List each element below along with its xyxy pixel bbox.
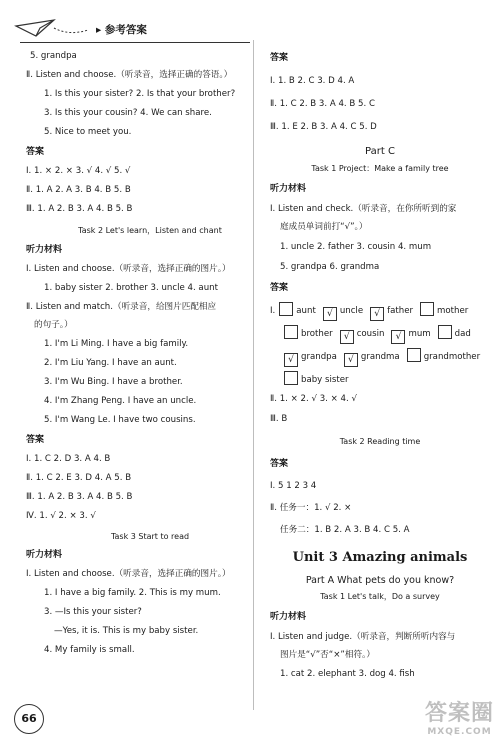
text-line: 5. I'm Wang Le. I have two cousins. — [44, 415, 196, 425]
checkbox: √ — [344, 353, 358, 367]
checkbox-item — [344, 351, 400, 367]
section-label: 答案 — [270, 459, 289, 469]
answer-line: Ⅰ. 1. × 2. × 3. √ 4. √ 5. √ — [26, 166, 131, 176]
text-line: Ⅱ. Listen and choose.（听录音，选择正确的答语。） — [26, 70, 233, 80]
text-line: Ⅰ. Listen and judge.（听录音，判断所听内容与 — [270, 632, 456, 642]
text-line: 1. Is this your sister? 2. Is that your brother? — [44, 89, 236, 99]
checkbox-item — [391, 328, 430, 344]
text-line: 1. baby sister 2. brother 3. uncle 4. aunt — [44, 283, 218, 293]
answer-line: Ⅰ. 1. B 2. C 3. D 4. A — [270, 76, 355, 86]
check-row — [270, 371, 490, 387]
checkbox-item — [370, 305, 413, 321]
check-row-prefix: Ⅰ. — [270, 306, 276, 316]
checkbox-item — [407, 348, 480, 363]
checkbox — [284, 325, 298, 339]
section-label: 听力材料 — [26, 245, 63, 255]
checkbox — [407, 348, 421, 362]
right-column — [270, 50, 490, 680]
section-label: 听力材料 — [270, 612, 307, 622]
text-line: 1. uncle 2. father 3. cousin 4. mum — [280, 242, 432, 252]
checkbox-label: grandmother — [423, 352, 481, 362]
text-line: 3. Is this your cousin? 4. We can share. — [44, 108, 212, 118]
checkbox — [284, 371, 298, 385]
checkbox-item — [438, 325, 471, 340]
answer-line: Ⅱ. 1. A 2. A 3. B 4. B 5. B — [26, 185, 131, 195]
part-heading: Part C — [365, 146, 395, 157]
checkbox — [420, 302, 434, 316]
check-row — [270, 302, 490, 318]
checkbox — [438, 325, 452, 339]
answer-line: Ⅰ. 1. C 2. D 3. A 4. B — [26, 454, 111, 464]
checkbox-label: grandma — [360, 352, 400, 362]
left-column — [26, 50, 266, 656]
answer-line: Ⅰ. 5 1 2 3 4 — [270, 481, 317, 491]
answer-line: 任务二：1. B 2. A 3. B 4. C 5. A — [280, 525, 410, 535]
answer-line: Ⅲ. 1. A 2. B 3. A 4. B 5. B — [26, 492, 133, 502]
text-line: 5. Nice to meet you. — [44, 127, 132, 137]
task-heading: Task 1 Project：Make a family tree — [311, 164, 449, 173]
answer-line: Ⅱ. 1. C 2. E 3. D 4. A 5. B — [26, 473, 132, 483]
text-line: —Yes, it is. This is my baby sister. — [54, 626, 199, 636]
text-line: 4. My family is small. — [44, 645, 135, 655]
text-line: 的句子。） — [34, 320, 73, 330]
check-row — [270, 348, 490, 364]
text-line: 1. cat 2. elephant 3. dog 4. fish — [280, 669, 415, 679]
answer-line: Ⅱ. 1. × 2. √ 3. × 4. √ — [270, 394, 357, 404]
task-heading: Task 2 Let's learn，Listen and chant — [78, 226, 222, 235]
checkbox-item — [340, 328, 385, 344]
check-grid — [270, 302, 490, 387]
checkbox-item — [284, 351, 337, 367]
text-line: 3. —Is this your sister? — [44, 607, 142, 617]
header-title: ▸ 参考答案 — [96, 24, 147, 36]
text-line: Ⅰ. Listen and choose.（听录音，选择正确的图片。） — [26, 264, 231, 274]
watermark-text: 答案圈 — [424, 701, 494, 726]
watermark-url: MXQE.COM — [427, 727, 492, 737]
answer-line: Ⅱ. 任务一：1. √ 2. × — [270, 503, 352, 513]
answer-line: Ⅳ. 1. √ 2. × 3. √ — [26, 511, 96, 521]
section-label: 答案 — [270, 53, 289, 63]
checkbox-label: cousin — [356, 329, 385, 339]
page-number: 66 — [14, 704, 44, 734]
checkbox-label: mother — [437, 306, 469, 316]
text-line: 庭成员单词前打“√”。） — [280, 222, 368, 232]
answer-line: Ⅱ. 1. C 2. B 3. A 4. B 5. C — [270, 99, 375, 109]
checkbox-item — [284, 325, 333, 340]
checkbox: √ — [340, 330, 354, 344]
checkbox-item — [323, 305, 363, 321]
section-label: 答案 — [270, 283, 289, 293]
header-rule — [20, 42, 250, 43]
checkbox: √ — [323, 307, 337, 321]
section-label: 听力材料 — [26, 550, 63, 560]
checkbox: √ — [370, 307, 384, 321]
checkbox-label: dad — [454, 329, 471, 339]
text-line: 3. I'm Wu Bing. I have a brother. — [44, 377, 183, 387]
checkbox-item — [420, 302, 468, 317]
text-line: 2. I'm Liu Yang. I have an aunt. — [44, 358, 177, 368]
task-heading: Task 3 Start to read — [110, 532, 190, 541]
answer-line: Ⅲ. B — [270, 414, 288, 424]
checkbox-item — [279, 302, 316, 317]
check-row — [270, 325, 490, 341]
unit-title: Unit 3 Amazing animals — [292, 550, 468, 565]
part-heading: Part A What pets do you know? — [305, 575, 455, 586]
paper-plane-icon — [14, 16, 94, 42]
checkbox-label: grandpa — [301, 352, 337, 362]
text-line: 图片是“√”否“×”相符。） — [280, 650, 375, 660]
text-line: Ⅱ. Listen and match.（听录音，给图片匹配相应 — [26, 302, 217, 312]
checkbox-label: baby sister — [301, 375, 349, 385]
checkbox-label: uncle — [339, 306, 364, 316]
text-line: Ⅰ. Listen and check.（听录音，在你所听到的家 — [270, 204, 457, 214]
checkbox-label: father — [387, 306, 414, 316]
text-line: 5. grandpa 6. grandma — [280, 262, 380, 272]
text-line: 1. I'm Li Ming. I have a big family. — [44, 339, 189, 349]
text-line: 4. I'm Zhang Peng. I have an uncle. — [44, 396, 197, 406]
checkbox-label: mum — [408, 329, 431, 339]
task-heading: Task 2 Reading time — [339, 437, 421, 446]
text-line: 1. I have a big family. 2. This is my mum. — [44, 588, 221, 598]
section-label: 答案 — [26, 147, 45, 157]
checkbox: √ — [391, 330, 405, 344]
answer-line: Ⅲ. 1. E 2. B 3. A 4. C 5. D — [270, 122, 377, 132]
checkbox-label: brother — [301, 329, 333, 339]
task-heading: Task 1 Let's talk，Do a survey — [320, 592, 440, 601]
checkbox — [279, 302, 293, 316]
section-label: 听力材料 — [270, 184, 307, 194]
checkbox: √ — [284, 353, 298, 367]
answer-line: Ⅲ. 1. A 2. B 3. A 4. B 5. B — [26, 204, 133, 214]
section-label: 答案 — [26, 435, 45, 445]
checkbox-item — [284, 371, 349, 386]
text-line: Ⅰ. Listen and choose.（听录音，选择正确的图片。） — [26, 569, 231, 579]
text-line: 5. grandpa — [30, 51, 77, 61]
page-header — [14, 16, 264, 44]
checkbox-label: aunt — [296, 306, 316, 316]
watermark-logo — [425, 696, 494, 737]
